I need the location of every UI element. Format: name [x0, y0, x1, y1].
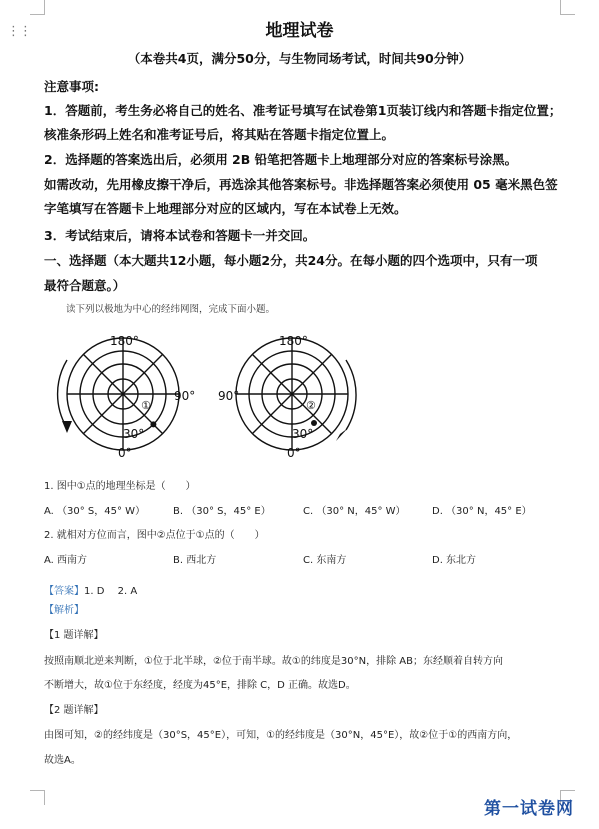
right-lat-label: 30° [292, 427, 314, 441]
q2-detail-line: 故选A。 [44, 755, 81, 766]
answer-text: 1. D 2. A [84, 586, 138, 597]
q2-option-b: B. 西北方 [173, 555, 217, 566]
q1-option-a: A. （30° S，45° W） [44, 506, 146, 517]
q1-option-b: B. （30° S，45° E） [173, 506, 271, 517]
q2-option-c: C. 东南方 [303, 555, 347, 566]
exam-title: 地理试卷 [265, 21, 334, 41]
q2-detail-line: 由图可知，②的经纬度是（30°S，45°E），可知，①的经纬度是（30°N，45°E），故②位于①的西南方向， [44, 730, 518, 741]
left-lon-label-right: 90° [174, 389, 196, 403]
analysis-label: 【解析】 [44, 605, 84, 616]
section-heading-cont: 最符合题意。） [44, 278, 126, 293]
note-line: 核准条形码上姓名和准考证号后，将其贴在答题卡指定位置上。 [44, 127, 395, 142]
note-line: 如需改动，先用橡皮擦干净后，再选涂其他答案标号。非选择题答案必须使用 05 毫米黑色签 [44, 177, 558, 192]
answer-line [44, 580, 137, 598]
left-lon-label-bottom: 0° [118, 446, 132, 460]
point-1-marker: ① [141, 399, 151, 412]
answer-label: 【答案】 [44, 586, 84, 597]
question-1-stem: 1. 图中①点的地理坐标是（ ） [44, 481, 196, 492]
q1-detail-line: 不断增大，故①位于东经度，经度为45°E，排除 C，D 正确。故选D。 [44, 680, 356, 691]
left-lat-label: 30° [123, 427, 145, 441]
drag-handle-icon[interactable]: ⋮⋮ [7, 24, 31, 39]
left-lon-label-top: 180° [110, 334, 139, 348]
notes-heading: 注意事项: [44, 79, 99, 94]
point-2-marker: ② [306, 399, 316, 412]
section-heading: 一、选择题（本大题共12小题，每小题2分，共24分。在每小题的四个选项中，只有一项 [44, 253, 538, 268]
q1-detail-line: 按照南顺北逆来判断，①位于北半球，②位于南半球。故①的纬度是30°N，排除 AB；东经顺着自转方向 [44, 656, 503, 667]
exam-subtitle: （本卷共4页，满分50分，与生物同场考试，时间共90分钟） [127, 51, 472, 66]
question-2-stem: 2. 就相对方位而言，图中②点位于①点的（ ） [44, 530, 265, 541]
note-line: 2．选择题的答案选出后，必须用 2B 铅笔把答题卡上地理部分对应的答案标号涂黑。 [44, 152, 518, 167]
q2-option-a: A. 西南方 [44, 555, 88, 566]
watermark: 第一试卷网 [484, 799, 574, 819]
note-line: 字笔填写在答题卡上地理部分对应的区域内，写在本试卷上无效。 [44, 201, 407, 216]
right-lon-label-bottom: 0° [287, 446, 301, 460]
diagram-intro: 读下列以极地为中心的经纬网图，完成下面小题。 [66, 304, 276, 315]
note-line: 3．考试结束后，请将本试卷和答题卡一并交回。 [44, 228, 316, 243]
right-lon-label-top: 180° [279, 334, 308, 348]
q2-option-d: D. 东北方 [432, 555, 477, 566]
note-line: 1．答题前，考生务必将自己的姓名、准考证号填写在试卷第1页装订线内和答题卡指定位置； [44, 103, 562, 118]
q1-option-c: C. （30° N，45° W） [303, 506, 406, 517]
q1-option-d: D. （30° N，45° E） [432, 506, 532, 517]
q1-detail-label: 【1 题详解】 [44, 630, 104, 641]
right-lon-label-left: 90° [218, 389, 240, 403]
q2-detail-label: 【2 题详解】 [44, 705, 104, 716]
